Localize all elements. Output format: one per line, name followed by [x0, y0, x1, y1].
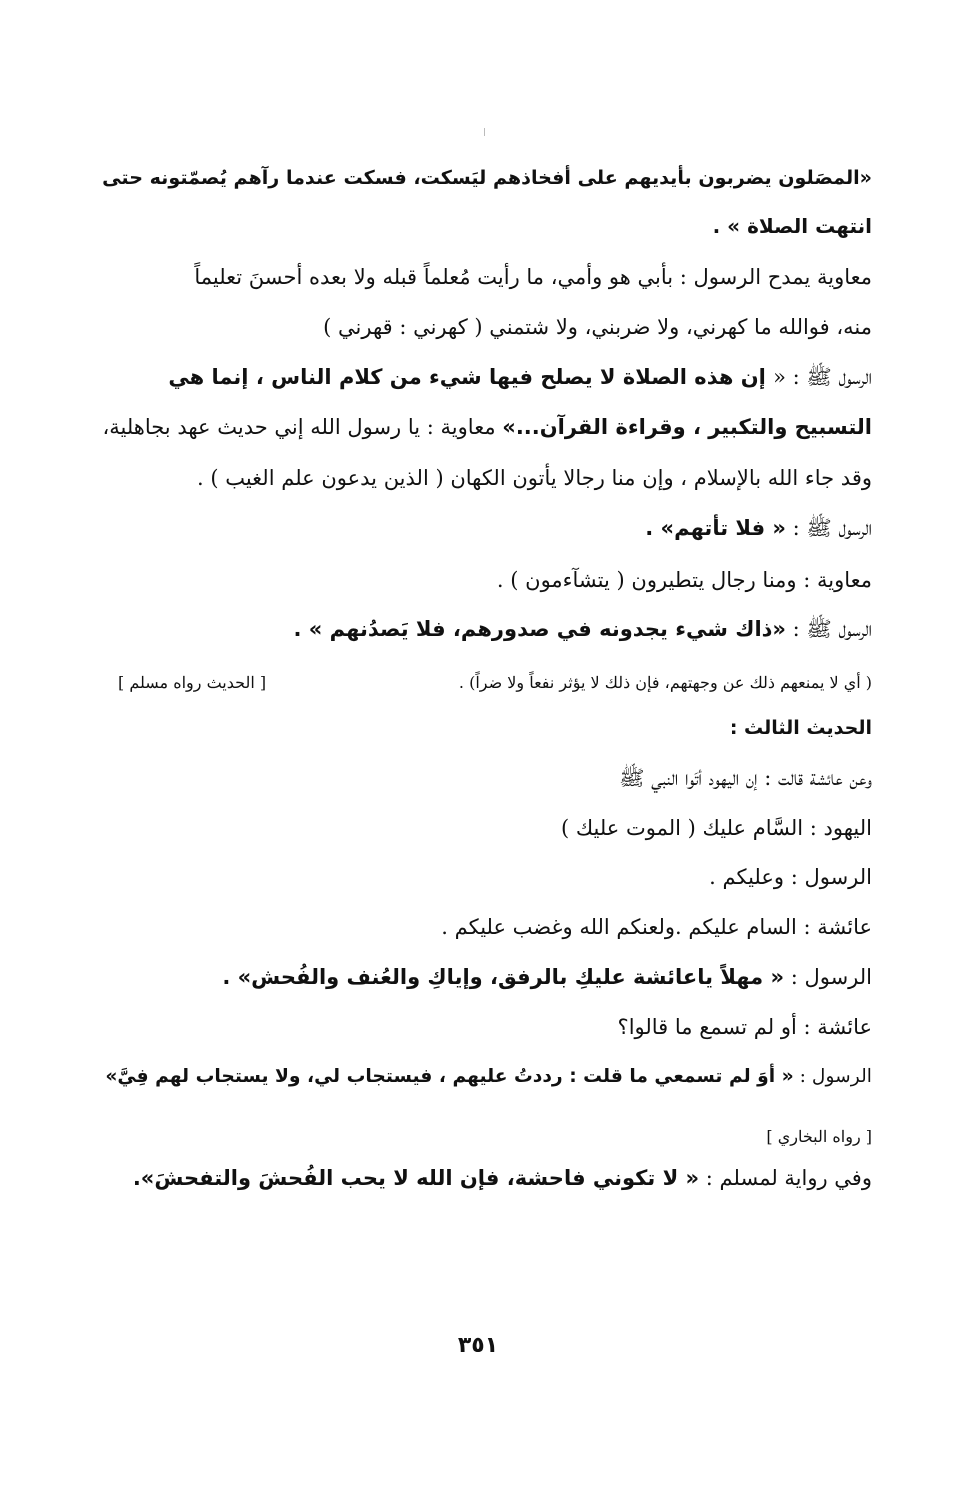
hadith-quote: إن هذه الصلاة لا يصلح فيها شيء من كلام الناس ، إنما هي [168, 365, 774, 389]
speaker-label: الرسول ﷺ : [785, 516, 872, 540]
hadith-quote: التسبيح والتكبير ، وقراءة القرآن...» [502, 415, 872, 439]
page-number: ٣٥١ [457, 1333, 499, 1358]
speaker-label: الرسول ﷺ : « [773, 365, 872, 389]
text-line-2: انتهت الصلاة » . [712, 214, 872, 238]
speaker-label: الرسول : [784, 965, 872, 989]
text-line-19 [105, 1062, 872, 1092]
text-line-15: الرسول : وعليكم . [709, 865, 872, 889]
text-line-10 [294, 614, 872, 644]
text-line-5 [168, 362, 872, 392]
narration-text: معاوية : يا رسول الله إني حديث عهد بجاهلية، [102, 415, 503, 439]
hadith-quote: «ذاك شيء يجدونه في صدورهم، فلا يَصدُنهم » . [293, 617, 786, 641]
text-line-17 [222, 962, 872, 992]
text-line-4: منه، فوالله ما كهرني، ولا ضربني، ولا شتمني ( كهرني : قهرني ) [323, 315, 872, 339]
text-line-9: معاوية : ومنا رجال يتطيرون ( يتشآءمون ) . [496, 568, 872, 592]
hadith-quote: « مهلاً ياعائشة عليكِ بالرفق، وإياكِ والعُنف والفُحش» . [222, 965, 785, 989]
section-heading: الحديث الثالث : [729, 717, 872, 739]
text-line-21 [133, 1163, 872, 1193]
speaker-label: الرسول : [793, 1066, 872, 1087]
text-line-3: معاوية يمدح الرسول : بأبي هو وأمي، ما رأيت مُعلماً قبله ولا بعده أحسنَ تعليماً [194, 265, 872, 289]
text-line-18: عائشة : أو لم تسمع ما قالوا؟ [617, 1015, 872, 1039]
speaker-label: الرسول ﷺ : [785, 617, 872, 641]
text-line-14: اليهود : السَّام عليك ( الموت عليك ) [560, 816, 872, 840]
text-line-16: عائشة : السام عليكم .ولعنكم الله وغضب عليكم . [441, 915, 872, 939]
source-citation: [ الحديث رواه مسلم ] [118, 673, 267, 692]
text-line-13: وعن عائشة قالت : إن اليهود أتَوا النبي ﷺ [619, 766, 872, 790]
explanatory-note: ( أي لا يمنعهم ذلك عن وجهتهم، فإن ذلك لا يؤثر نفعاً ولا ضراً) . [458, 673, 872, 692]
speaker-label: وفي رواية لمسلم : [699, 1166, 872, 1190]
text-line-1: «المصَلون يضربون بأيديهم على أفخاذهم ليَسكت، فسكت عندما رآهم يُصمّتونه حتى [102, 166, 872, 189]
text-line-7: وقد جاء الله بالإسلام ، وإن منا رجالا يأتون الكهان ( الذين يدعون علم الغيب ) . [197, 466, 872, 490]
hadith-quote: « فلا تأتهم» . [645, 516, 786, 540]
hadith-quote: « لا تكوني فاحشة، فإن الله لا يحب الفُحشَ والتفحشَ». [132, 1166, 700, 1190]
text-line-8 [645, 513, 872, 543]
text-line-6 [102, 412, 872, 442]
source-citation: [ رواه البخاري ] [766, 1127, 872, 1146]
scan-mark [484, 128, 485, 136]
hadith-quote: « أوَ لم تسمعي ما قلت : رددتُ عليهم ، فيستجاب لي، ولا يستجاب لهم فِيَّ» [105, 1066, 794, 1087]
